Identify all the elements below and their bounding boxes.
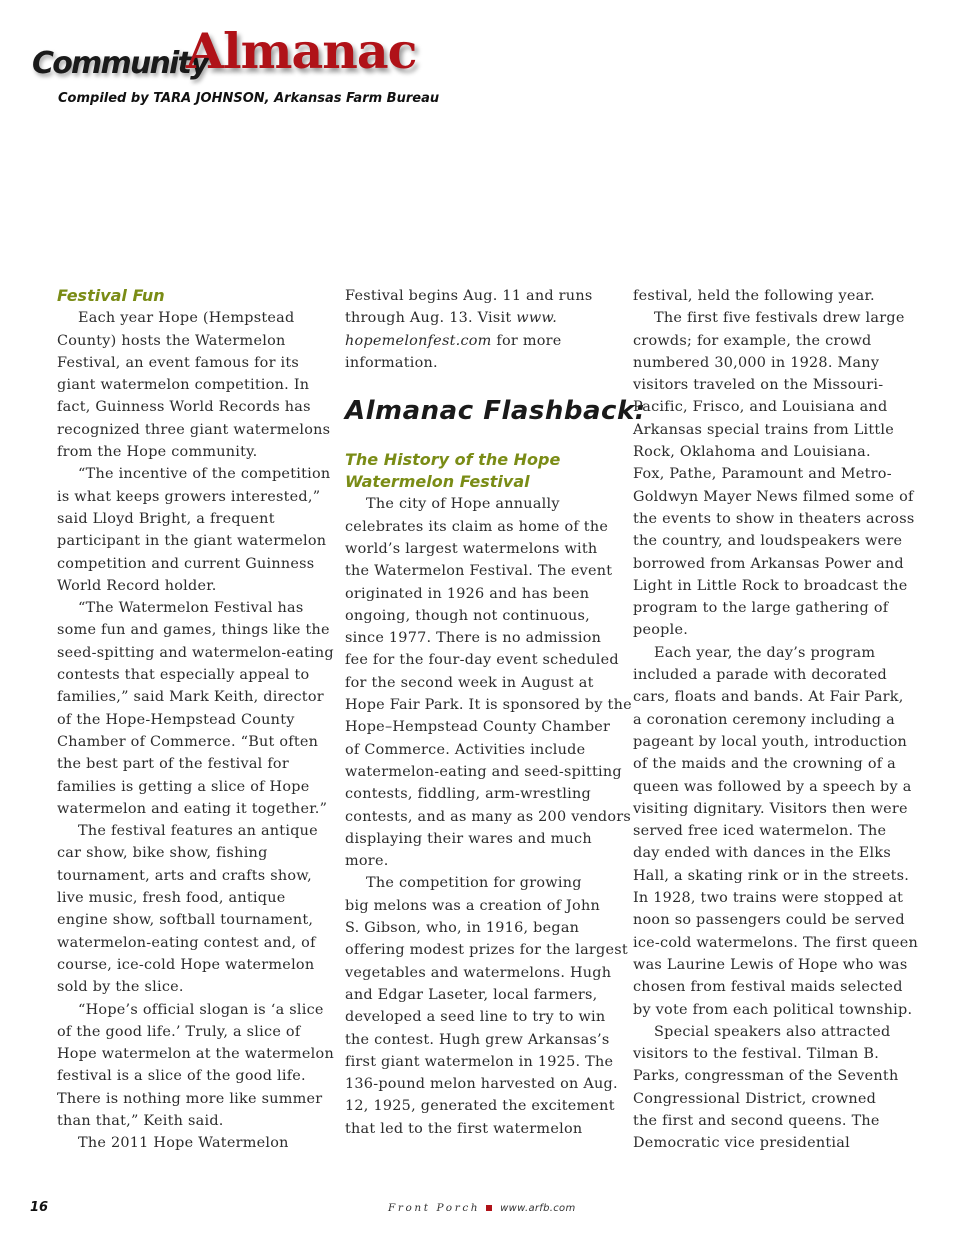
body-text-line: of the maids and the crowning of a: [633, 756, 896, 773]
page-number: 16: [30, 1200, 49, 1215]
body-text-line: Chamber of Commerce. “But often: [57, 733, 319, 750]
body-text-line: Arkansas special trains from Little: [633, 421, 895, 438]
body-text-line: Pacific, Frisco, and Louisiana and: [633, 399, 888, 416]
body-text-line: sold by the slice.: [57, 979, 184, 996]
body-text-line: The festival features an antique: [78, 823, 318, 840]
body-text-line: a coronation ceremony including a: [633, 711, 895, 728]
body-text-line: noon so passengers could be served: [633, 912, 905, 929]
body-text-line: There is nothing more like summer: [57, 1090, 323, 1107]
body-text-line: borrowed from Arkansas Power and: [633, 555, 904, 572]
body-text-line: Hope–Hempstead County Chamber: [345, 719, 611, 736]
body-text-line: 136-pound melon harvested on Aug.: [345, 1076, 618, 1093]
section-heading: Festival Fun: [57, 286, 165, 305]
body-text-line: ongoing, though not continuous,: [345, 607, 590, 624]
body-text-line: fact, Guinness World Records has: [57, 399, 311, 416]
body-text-line: World Record holder.: [57, 577, 217, 594]
body-text-line: vegetables and watermelons. Hugh: [345, 964, 612, 981]
footer-publication: Front Porch: [388, 1202, 481, 1214]
body-text-line: day ended with dances in the Elks: [633, 845, 891, 862]
body-text-line: Parks, congressman of the Seventh: [633, 1068, 899, 1085]
body-text-line: from the Hope community.: [57, 444, 258, 461]
body-text-line: served free iced watermelon. The: [633, 823, 887, 840]
column-1: [57, 285, 334, 1155]
body-text-line: recognized three giant watermelons: [57, 421, 331, 438]
body-text-line: of the good life.’ Truly, a slice of: [57, 1023, 301, 1040]
body-text-line: The first five festivals drew large: [654, 310, 905, 327]
body-text-line: pageant by local youth, introduction: [633, 733, 908, 750]
body-text-line: people.: [633, 622, 689, 639]
body-text-line: The 2011 Hope Watermelon: [78, 1135, 289, 1152]
body-text-line: information.: [345, 354, 438, 371]
body-text-line: cars, floats and bands. At Fair Park,: [633, 689, 904, 706]
body-text-line: County) hosts the Watermelon: [57, 332, 286, 349]
masthead-community: Community: [32, 46, 208, 81]
body-text-line: Fox, Pathe, Paramount and Metro-: [633, 466, 892, 483]
body-text-line: the contest. Hugh grew Arkansas’s: [345, 1031, 610, 1048]
body-text-line: festival, held the following year.: [633, 288, 875, 304]
spacer-line: [345, 426, 613, 448]
body-text-line: numbered 30,000 in 1928. Many: [633, 354, 880, 371]
body-text-line: S. Gibson, who, in 1916, began: [345, 920, 580, 937]
body-text-line: program to the large gathering of: [633, 600, 889, 617]
body-text-line: ice-cold watermelons. The first queen: [633, 934, 918, 951]
body-text-line: was Laurine Lewis of Hope who was: [633, 956, 908, 973]
body-text-line: included a parade with decorated: [633, 667, 887, 684]
body-text-line: watermelon-eating and seed-spitting: [345, 763, 622, 780]
body-text-line: the events to show in theaters across: [633, 510, 915, 527]
body-text-line: offering modest prizes for the largest: [345, 942, 628, 959]
body-text-line: than that,” Keith said.: [57, 1112, 224, 1129]
body-text-line: Light in Little Rock to broadcast the: [633, 577, 908, 594]
body-text-line: contests, and as many as 200 vendors: [345, 808, 631, 825]
body-text-line: The competition for growing: [366, 875, 582, 892]
body-text-line: Special speakers also attracted: [654, 1023, 891, 1040]
body-text-line: visiting dignitary. Visitors then were: [633, 800, 908, 817]
body-text-line: queen was followed by a speech by a: [633, 778, 912, 795]
body-text-line: first giant watermelon in 1925. The: [345, 1053, 614, 1070]
body-text-line: festival is a slice of the good life.: [57, 1068, 306, 1085]
body-text-line: some fun and games, things like the: [57, 622, 330, 639]
body-text-line: the best part of the festival for: [57, 756, 289, 773]
body-text-line: celebrates its claim as home of the: [345, 518, 609, 535]
flashback-heading: Almanac Flashback:: [345, 396, 646, 427]
body-text-line: of the Hope-Hempstead County: [57, 711, 295, 728]
section-heading: The History of the Hope: [345, 449, 561, 469]
body-text-line: since 1977. There is no admission: [345, 630, 602, 647]
footer-square-icon: [486, 1205, 492, 1211]
body-text-line: and Edgar Laseter, local farmers,: [345, 986, 598, 1003]
body-text-line: visitors to the festival. Tilman B.: [633, 1046, 880, 1063]
body-text-line: competition and current Guinness: [57, 555, 315, 572]
body-text-line: by vote from each political township.: [633, 1001, 913, 1018]
body-text-line: of Commerce. Activities include: [345, 741, 586, 758]
body-text-line: hopemelonfest.com for more: [345, 332, 562, 349]
footer-url: www.arfb.com: [500, 1203, 576, 1214]
body-text-line: “The Watermelon Festival has: [78, 600, 304, 617]
body-text-line: displaying their wares and much: [345, 830, 592, 847]
body-text-line: the country, and loudspeakers were: [633, 533, 903, 550]
body-text-line: 12, 1925, generated the excitement: [345, 1098, 615, 1115]
column-2: [345, 285, 646, 1140]
body-text-line: Rock, Oklahoma and Louisiana.: [633, 444, 871, 461]
body-text-line: Democratic vice presidential: [633, 1135, 850, 1152]
body-text-line: participant in the giant watermelon: [57, 533, 327, 550]
body-text-line: world’s largest watermelons with: [345, 540, 598, 557]
body-text-line: “Hope’s official slogan is ‘a slice: [78, 1001, 324, 1018]
column-3: [633, 285, 918, 1155]
body-text-line: giant watermelon competition. In: [57, 377, 310, 394]
body-text-line: Each year, the day’s program: [654, 644, 876, 661]
body-text-line: seed-spitting and watermelon-eating: [57, 644, 334, 661]
body-text-line: for the second week in August at: [345, 674, 594, 691]
body-text-line: course, ice-cold Hope watermelon: [57, 956, 315, 973]
body-text-line: engine show, softball tournament,: [57, 912, 314, 929]
body-text-line: Goldwyn Mayer News filmed some of: [633, 488, 914, 505]
body-text-line: contests that especially appeal to: [57, 667, 310, 684]
body-text-line: contests, fiddling, arm-wrestling: [345, 786, 591, 803]
spacer-line: [345, 374, 613, 396]
body-text-line: more.: [345, 853, 389, 870]
body-text-line: Hall, a skating rink or in the streets.: [633, 867, 910, 884]
body-text-line: tournament, arts and crafts show,: [57, 867, 312, 884]
body-text-line: Congressional District, crowned: [633, 1090, 877, 1107]
body-text-line: is what keeps growers interested,”: [57, 488, 321, 505]
byline: Compiled by TARA JOHNSON, Arkansas Farm Bureau: [58, 91, 440, 106]
body-text-line: through Aug. 13. Visit www.: [345, 310, 558, 327]
body-text-line: big melons was a creation of John: [345, 897, 600, 914]
body-text-line: Hope watermelon at the watermelon: [57, 1046, 334, 1063]
body-text-line: developed a seed line to try to win: [345, 1009, 606, 1026]
body-text-line: Festival begins Aug. 11 and runs: [345, 288, 593, 304]
body-text-line: watermelon-eating contest and, of: [57, 934, 316, 951]
body-text-line: Each year Hope (Hempstead: [78, 310, 295, 327]
body-text-line: “The incentive of the competition: [78, 466, 331, 483]
body-text-line: the first and second queens. The: [633, 1112, 880, 1129]
body-text-line: crowds; for example, the crowd: [633, 332, 872, 349]
body-text-line: originated in 1926 and has been: [345, 585, 590, 602]
body-text-line: chosen from festival maids selected: [633, 979, 903, 996]
body-text-line: Hope Fair Park. It is sponsored by the: [345, 697, 632, 714]
body-text-line: fee for the four-day event scheduled: [345, 652, 619, 669]
body-text-line: car show, bike show, fishing: [57, 845, 268, 862]
body-text-line: live music, fresh food, antique: [57, 890, 286, 907]
masthead-almanac: Almanac: [186, 22, 417, 80]
body-text-line: In 1928, two trains were stopped at: [633, 890, 904, 907]
body-text-line: visitors traveled on the Missouri-: [633, 377, 884, 394]
footer: [388, 1202, 576, 1214]
body-text-line: said Lloyd Bright, a frequent: [57, 510, 275, 527]
body-text-line: families,” said Mark Keith, director: [57, 689, 324, 706]
body-text-line: watermelon and eating it together.”: [57, 800, 328, 817]
body-text-line: the Watermelon Festival. The event: [345, 563, 613, 580]
body-text-line: families is getting a slice of Hope: [57, 778, 310, 795]
section-heading: Watermelon Festival: [345, 472, 530, 492]
body-text-line: Festival, an event famous for its: [57, 354, 300, 371]
body-text-line: that led to the first watermelon: [345, 1120, 583, 1137]
body-text-line: The city of Hope annually: [366, 496, 560, 513]
